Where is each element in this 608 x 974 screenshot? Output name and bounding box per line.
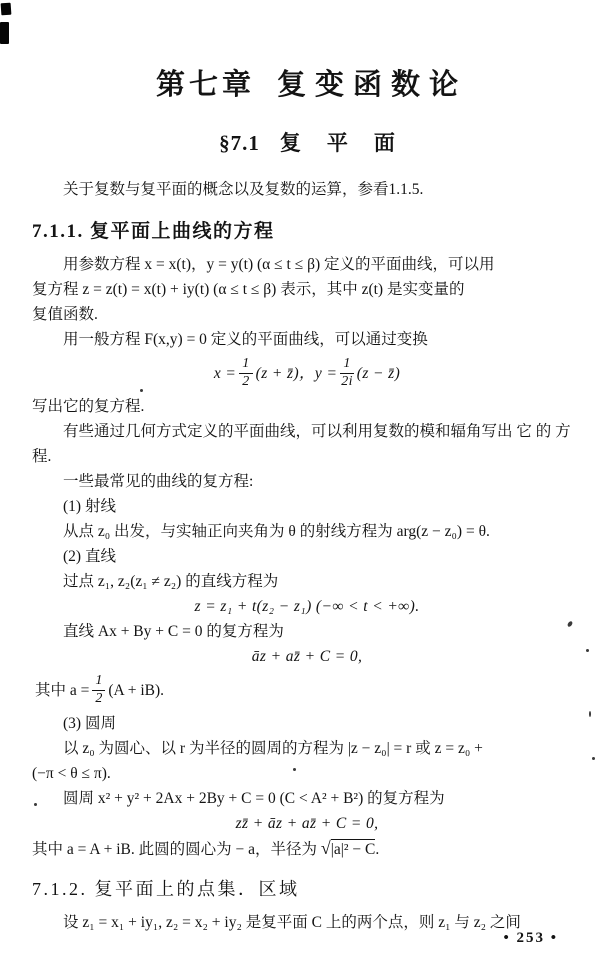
formula-line-complex: āz + az̄ + C = 0, <box>251 648 363 665</box>
paragraph-line: 圆周 x² + y² + 2Ax + 2By + C = 0 (C < A² + B²) 的复方程为 <box>63 790 445 807</box>
paragraph-line: 一些最常见的曲线的复方程: <box>63 473 254 490</box>
list-item-2-title: (2) 直线 <box>63 548 116 565</box>
scan-speck <box>140 389 143 392</box>
paragraph-line: 复值函数. <box>32 306 98 323</box>
paragraph-line: 写出它的复方程. <box>32 398 145 415</box>
formula-part: . <box>375 841 380 858</box>
list-item-3-body: 以 z₀ 为圆心、以 r 为半径的圆周的方程为 |z − z₀| = r 或 z = z₀ + <box>63 740 483 757</box>
paragraph-line: 设 z₁ = x₁ + iy₁, z₂ = x₂ + iy₂ 是复平面 C 上的两个点，则 z₁ 与 z₂ 之间 <box>63 914 521 931</box>
list-item-1-body: 从点 z₀ 出发，与实轴正向夹角为 θ 的射线方程为 arg(z − z₀) = θ. <box>63 523 490 540</box>
where-clause-line <box>32 669 582 711</box>
chapter-name: 复变函数论 <box>277 69 468 101</box>
chapter-title <box>32 62 582 103</box>
intro-paragraph-line: 关于复数与复平面的概念以及复数的运算，参看1.1.5. <box>63 181 424 198</box>
chapter-label: 第七章 <box>155 69 255 101</box>
section-name: 复平面 <box>279 131 421 155</box>
heading-7-1-1: 7.1.1. 复平面上曲线的方程 <box>32 221 275 242</box>
list-item-2-body: 过点 z₁, z₂(z₁ ≠ z₂) 的直线方程为 <box>63 573 279 590</box>
paragraph-line: 直线 Ax + By + C = 0 的复方程为 <box>63 623 284 640</box>
list-item-1-title: (1) 射线 <box>63 498 116 515</box>
ink-smudge-top <box>1 3 12 16</box>
denominator: 2i <box>341 373 353 389</box>
section-title <box>32 127 582 157</box>
heading-7-1-2: 7.1.2. 复平面上的点集．区域 <box>32 879 300 899</box>
where-clause-line <box>32 836 582 862</box>
numerator: 1 <box>92 674 105 691</box>
fraction <box>92 674 105 706</box>
formula-part: 其中 a = <box>35 681 90 699</box>
paragraph-line: 复方程 z = z(t) = x(t) + iy(t) (α ≤ t ≤ β) 表示，其中 z(t) 是实变量的 <box>32 281 465 298</box>
denominator: 2 <box>242 373 250 389</box>
paragraph-line: 用一般方程 F(x,y) = 0 定义的平面曲线，可以通过变换 <box>63 331 428 348</box>
ink-smudge-bottom <box>0 22 9 44</box>
scan-speck <box>589 711 591 717</box>
list-item-3-body: (−π < θ ≤ π). <box>32 765 111 782</box>
page-number: • 253 • <box>503 930 558 946</box>
formula-part: (z − z̄) <box>356 364 401 382</box>
paragraph-line: 程. <box>32 448 52 465</box>
numerator: 1 <box>340 357 353 374</box>
paragraph-line: 有些通过几何方式定义的平面曲线，可以利用复数的模和辐角写出 它 的 方 <box>63 423 571 440</box>
formula-circle-complex: zz̄ + āz + az̄ + C = 0, <box>235 815 379 832</box>
scan-speck <box>293 768 296 771</box>
numerator: 1 <box>239 357 252 374</box>
formula-part: x = <box>213 364 237 382</box>
scan-speck <box>592 757 595 760</box>
formula-part: (A + iB). <box>108 681 165 699</box>
scan-speck <box>34 803 37 806</box>
scan-speck <box>586 649 589 652</box>
fraction <box>239 357 252 389</box>
formula-part: 其中 a = A + iB. 此圆的圆心为 − a，半径为 <box>32 841 317 858</box>
formula-part: (z + z̄)，y = <box>255 364 338 382</box>
formula-transform <box>32 352 582 394</box>
paragraph-line: 用参数方程 x = x(t)，y = y(t) (α ≤ t ≤ β) 定义的平面曲线，可以用 <box>63 256 495 273</box>
fraction <box>340 357 353 389</box>
formula-line-parametric: z = z₁ + t(z₂ − z₁) (−∞ < t < +∞). <box>194 598 420 615</box>
list-item-3-title: (3) 圆周 <box>63 715 116 732</box>
radical-sign: √ <box>320 838 331 858</box>
section-label: §7.1 <box>219 131 260 155</box>
denominator: 2 <box>95 690 103 706</box>
radicand: |a|² − C <box>330 841 376 858</box>
